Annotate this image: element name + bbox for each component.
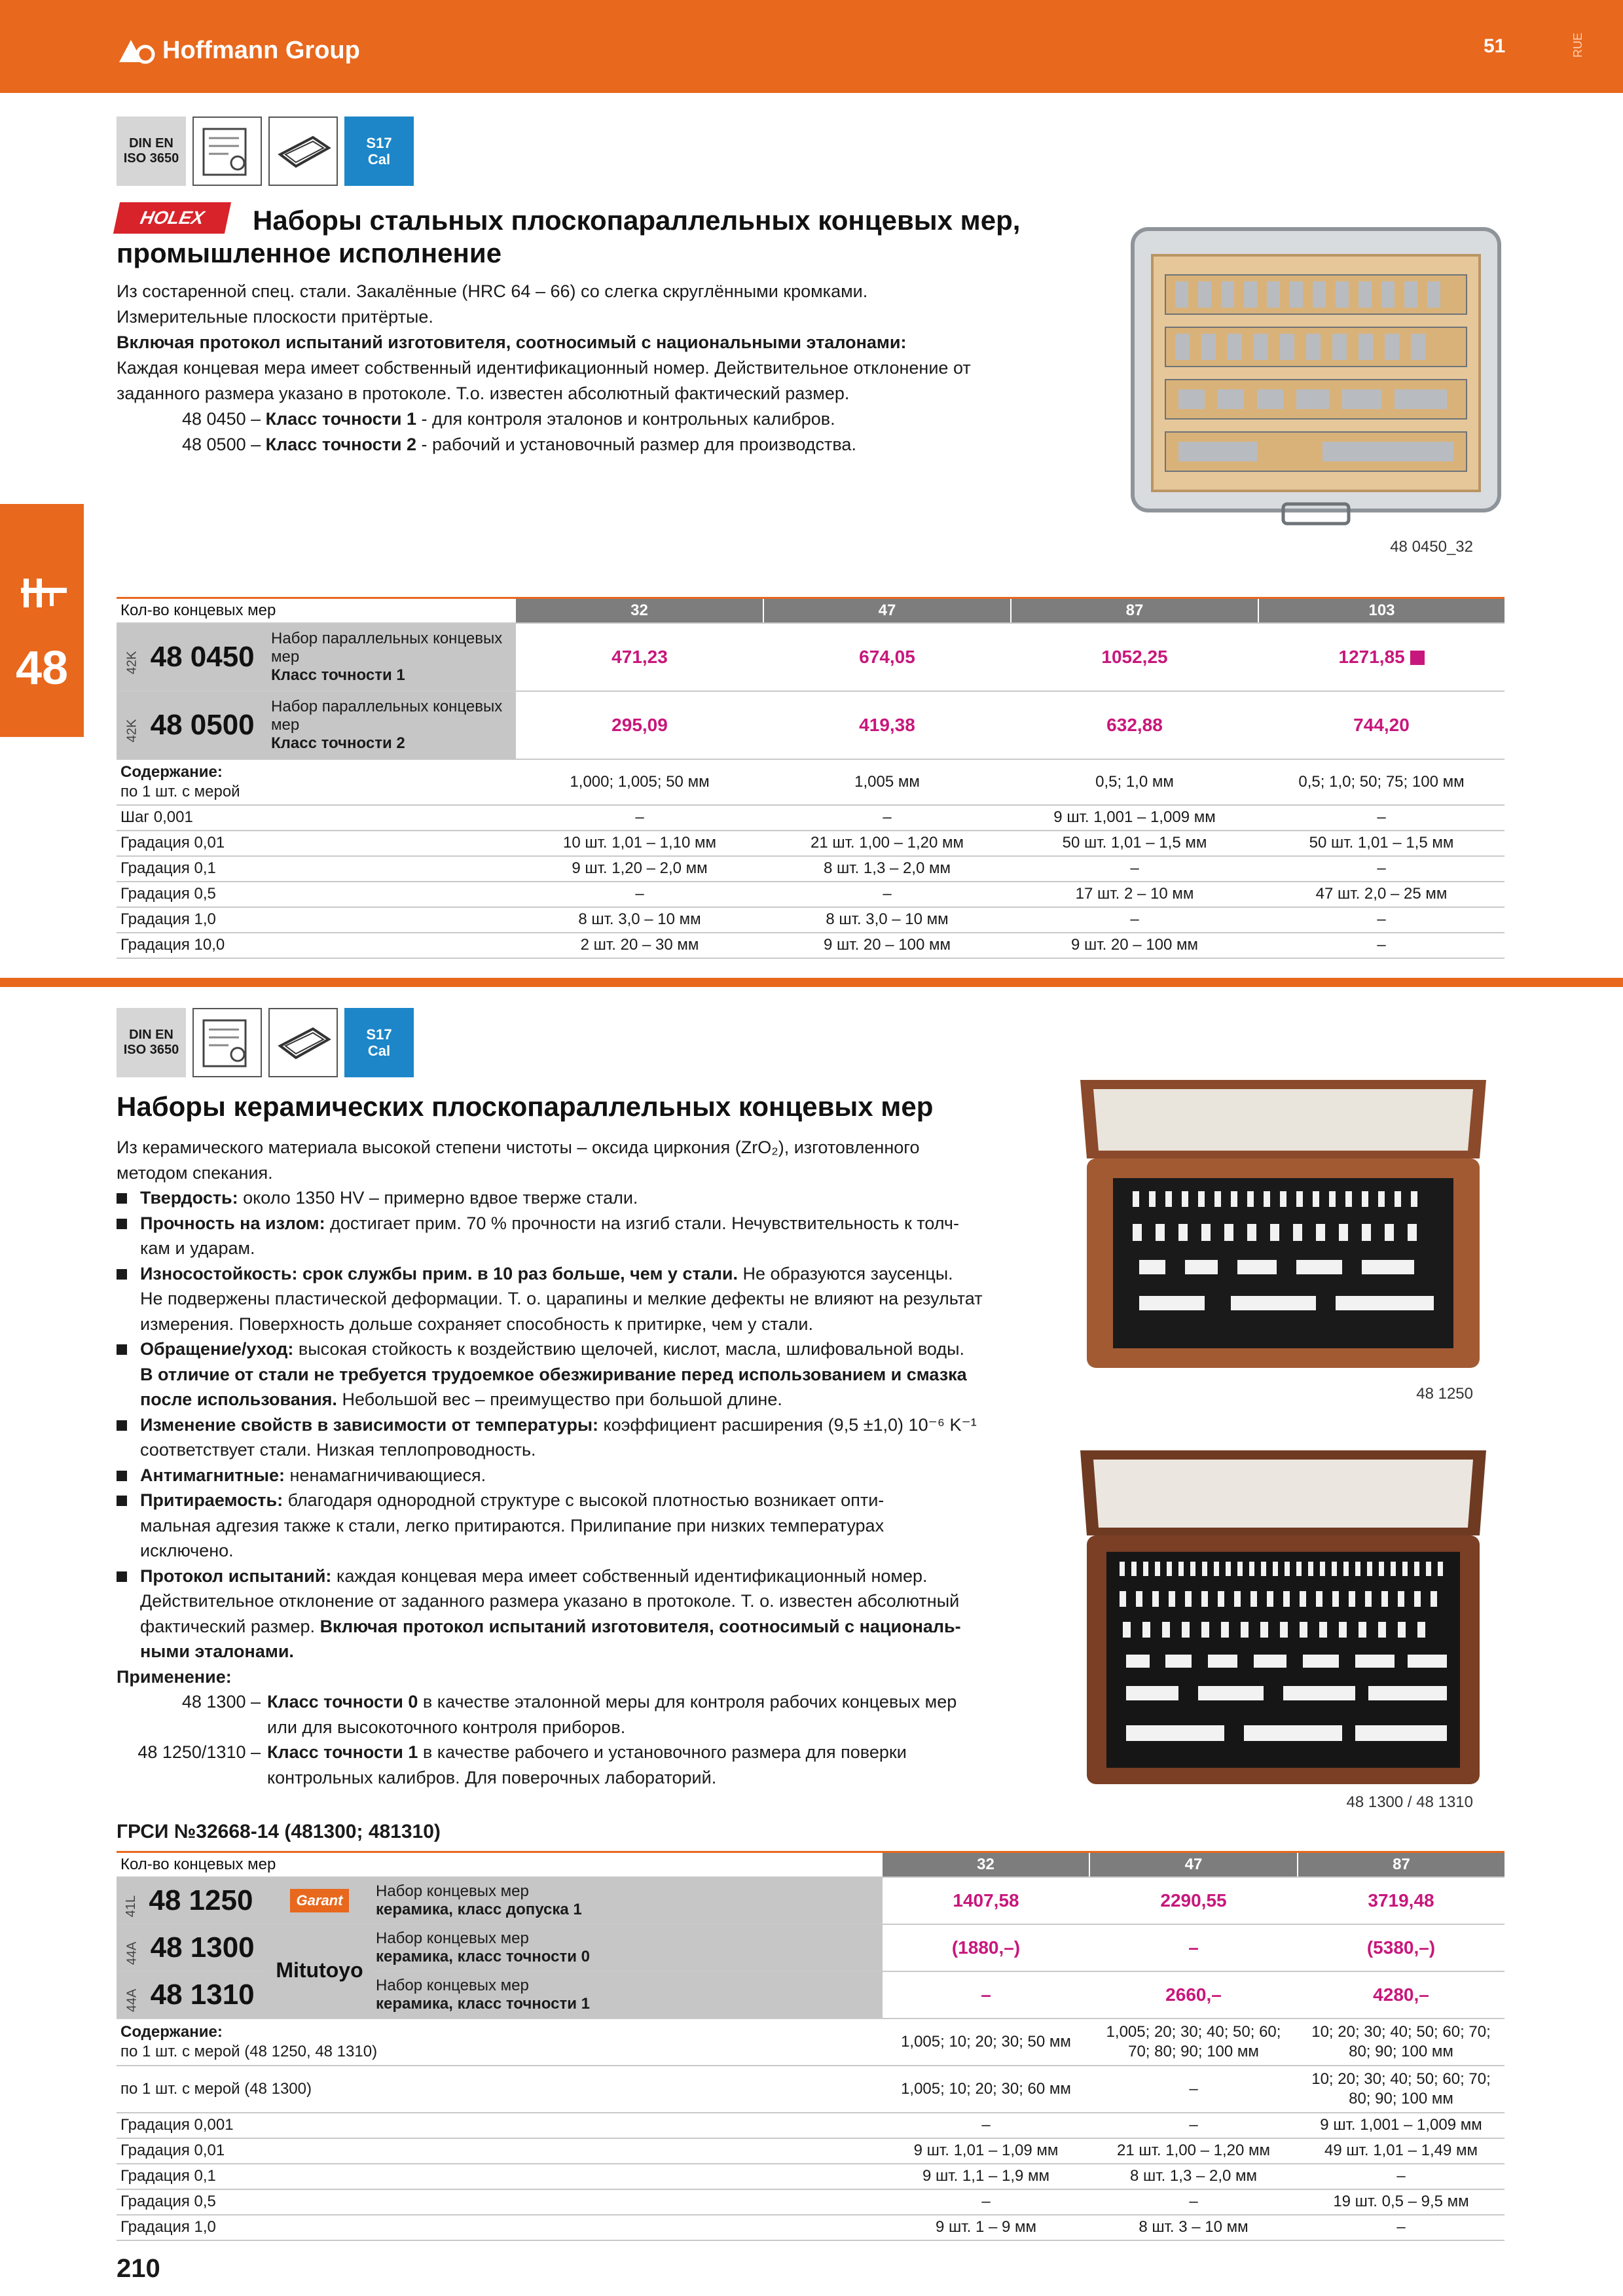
spec-value: – [1089, 2113, 1298, 2138]
bullet-item [117, 1185, 1046, 1211]
product-prefix: 44A [124, 1941, 139, 1965]
spec-value: 1,005; 10; 20; 30; 50 мм [883, 2018, 1089, 2066]
bullet-cont: соответствует стали. Низкая теплопроводность. [140, 1440, 536, 1460]
desc-line: Измерительные плоскости притёртые. [117, 307, 433, 327]
chapter-tab [0, 504, 84, 737]
bullet-bold: Антимагнитные: [140, 1465, 285, 1485]
ceramic-sets-table [117, 1851, 1504, 2241]
use-text: или для высокоточного контроля приборов. [267, 1717, 626, 1737]
certificate-icon [192, 1008, 262, 1077]
bullet-cont: кам и ударам. [140, 1238, 255, 1258]
bullet-text: благодаря однородной структуре с высокой плотностью возникает опти- [283, 1490, 884, 1510]
spec-row [117, 2113, 1504, 2138]
product-code-cell [117, 691, 267, 759]
desc-line-bold: Включая протокол испытаний изготовителя, соотносимый с национальными эталонами: [117, 332, 907, 352]
spec-label-text: по 1 шт. с мерой (48 1250, 48 1310) [120, 2042, 378, 2060]
spec-value: – [1011, 856, 1258, 882]
price-cell [1258, 623, 1504, 691]
spec-label: Градация 0,5 [117, 2189, 883, 2215]
spec-value: – [1089, 2189, 1298, 2215]
spec-label: Градация 1,0 [117, 907, 516, 933]
cal-line1: S17 [366, 1026, 392, 1043]
product-desc [372, 1971, 883, 2018]
spec-value: 8 шт. 3,0 – 10 мм [763, 907, 1011, 933]
bullet-bold: Протокол испытаний: [140, 1566, 332, 1586]
spec-value: 21 шт. 1,00 – 1,20 мм [1089, 2138, 1298, 2164]
spec-row [117, 831, 1504, 856]
spec-value: 50 шт. 1,01 – 1,5 мм [1011, 831, 1258, 856]
product-code[interactable]: 48 0450 [150, 640, 255, 673]
spec-value: – [1258, 933, 1504, 958]
use-class: Класс точности 1 [267, 1742, 418, 1762]
desc-text: Набор параллельных концевых [271, 629, 503, 647]
bullet-text: высокая стойкость к воздействию щелочей, кислот, масла, шлифовальной воды. [293, 1339, 964, 1359]
mitutoyo-logo: Mitutoyo [276, 1958, 363, 1982]
cal-line2: Cal [367, 1043, 391, 1059]
spec-label-text: Содержание: [120, 2022, 223, 2041]
spec-label: Градация 0,1 [117, 856, 516, 882]
din-iso-badge: DIN EN ISO 3650 [117, 117, 186, 186]
spec-row [117, 933, 1504, 958]
page-header [0, 0, 1623, 93]
bullet-icon [117, 1344, 127, 1355]
spec-value: – [1258, 805, 1504, 831]
product-code-cell [117, 1924, 267, 1971]
spec-row [117, 2215, 1504, 2240]
desc-text: мер [271, 715, 300, 734]
use-code: 48 1250/1310 – [137, 1742, 261, 1762]
spec-value: – [1258, 856, 1504, 882]
ceramic-set-48-1300-photo [1061, 1450, 1506, 1797]
spec-value: – [1298, 2215, 1504, 2240]
spec-value: 21 шт. 1,00 – 1,20 мм [763, 831, 1011, 856]
spec-value: – [1258, 907, 1504, 933]
spec-label: по 1 шт. с мерой (48 1300) [117, 2066, 883, 2113]
bullet-cont: Небольшой вес – преимущество при большой длине. [337, 1390, 782, 1409]
bullet-icon [117, 1219, 127, 1229]
product-row [117, 1924, 1504, 1971]
spec-label: Градация 1,0 [117, 2215, 883, 2240]
bullet-item [117, 1488, 1046, 1564]
bullet-text: каждая концевая мера имеет собственный идентификационный номер. [331, 1566, 928, 1586]
spec-label: Градация 0,001 [117, 2113, 883, 2138]
use-class: Класс точности 1 [265, 409, 416, 429]
bullet-bold: Износостойкость: срок службы прим. в 10 раз больше, чем у стали. [140, 1263, 738, 1283]
desc-line: методом спекания. [117, 1162, 273, 1183]
spec-value: 1,005; 10; 20; 30; 60 мм [883, 2066, 1089, 2113]
desc-class: керамика, класс точности 1 [376, 1994, 590, 2013]
spec-value: – [1011, 907, 1258, 933]
bullet-text: ненамагничивающиеся. [285, 1465, 486, 1485]
section2-description [117, 1135, 1046, 1790]
spec-value: 50 шт. 1,01 – 1,5 мм [1258, 831, 1504, 856]
bullet-cont: фактический размер. [140, 1616, 320, 1636]
product-code[interactable]: 48 1300 [150, 1931, 255, 1964]
spec-value: 10 шт. 1,01 – 1,10 мм [516, 831, 763, 856]
section2-title: Наборы керамических плоскопараллельных концевых мер [117, 1091, 934, 1122]
price: 3719,48 [1298, 1877, 1504, 1924]
bullet-text: Не образуются заусенцы. [737, 1263, 953, 1283]
section1-title-line2: промышленное исполнение [117, 238, 502, 268]
spec-value: – [516, 805, 763, 831]
bullet-item [117, 1336, 1046, 1412]
price: 1052,25 [1011, 623, 1258, 691]
spec-row [117, 907, 1504, 933]
desc-text: Набор параллельных концевых [271, 697, 503, 715]
bullet-bold: Обращение/уход: [140, 1339, 294, 1359]
spec-value: – [763, 805, 1011, 831]
bullet-text: достигает прим. 70 % прочности на изгиб стали. Нечувствительность к толч- [325, 1213, 959, 1233]
use-class: Класс точности 2 [265, 435, 416, 454]
product-row [117, 691, 1504, 759]
spec-row [117, 2138, 1504, 2164]
spec-value: – [763, 882, 1011, 907]
brand-logo [117, 34, 360, 67]
spec-row [117, 2066, 1504, 2113]
product-code[interactable]: 48 1310 [150, 1978, 255, 2011]
price: 419,38 [763, 691, 1011, 759]
section-separator [0, 978, 1623, 987]
price: 2290,55 [1089, 1877, 1298, 1924]
page-number-top: 51 [1484, 35, 1506, 57]
spec-label [117, 759, 516, 805]
desc-class: керамика, класс точности 0 [376, 1947, 590, 1965]
desc-text: Набор концевых мер [376, 1882, 529, 1900]
language-code: RUE [1571, 33, 1584, 58]
price: (1880,–) [883, 1924, 1089, 1971]
desc-class: Класс точности 2 [271, 734, 405, 752]
bullet-item [117, 1564, 1046, 1664]
header-label: Кол-во концевых мер [117, 598, 516, 623]
column-header: 32 [516, 598, 763, 623]
column-header: 103 [1258, 598, 1504, 623]
table-header-row [117, 598, 1504, 623]
desc-line: Из керамического материала высокой степени чистоты – оксида циркония (ZrO₂), изготовленного [117, 1138, 920, 1157]
caliper-icon [17, 575, 69, 614]
spec-row [117, 805, 1504, 831]
spec-row [117, 2189, 1504, 2215]
product-code[interactable]: 48 0500 [150, 708, 255, 741]
spec-value: 47 шт. 2,0 – 25 мм [1258, 882, 1504, 907]
application-line-2 [117, 1740, 1046, 1790]
spec-value: 17 шт. 2 – 10 мм [1011, 882, 1258, 907]
bullet-icon [117, 1193, 127, 1204]
bullet-text: около 1350 HV – примерно вдвое тверже стали. [238, 1188, 638, 1208]
bullet-cont-bold: после использования. [140, 1390, 337, 1409]
spec-label: Градация 0,01 [117, 2138, 883, 2164]
grsi-registration: ГРСИ №32668-14 (481300; 481310) [117, 1821, 441, 1842]
application-line-1 [117, 1689, 1046, 1740]
photo-caption-2: 48 1250 [1416, 1385, 1473, 1403]
bullet-item [117, 1211, 1046, 1261]
bullet-icon [117, 1496, 127, 1506]
use-text: в качестве эталонной меры для контроля рабочих концевых мер [418, 1692, 957, 1712]
product-prefix: 42K [124, 651, 139, 674]
cal-line2: Cal [367, 151, 391, 168]
spec-value: 2 шт. 20 – 30 мм [516, 933, 763, 958]
bullet-text: коэффициент расширения (9,5 ±1,0) 10⁻⁶ K⁻¹ [598, 1414, 977, 1435]
price: – [1089, 1924, 1298, 1971]
spec-value: 10; 20; 30; 40; 50; 60; 70; 80; 90; 100 мм [1298, 2018, 1504, 2066]
spec-value: 0,5; 1,0 мм [1011, 759, 1258, 805]
bullet-cont: Не подвержены пластической деформации. Т. о. царапины и мелкие дефекты не влияют на результат [140, 1289, 983, 1308]
new-marker-icon [1410, 651, 1425, 665]
spec-value: 9 шт. 1,1 – 1,9 мм [883, 2164, 1089, 2189]
spec-value: 8 шт. 3,0 – 10 мм [516, 907, 763, 933]
bullet-item [117, 1412, 1046, 1463]
photo-caption-3: 48 1300 / 48 1310 [1346, 1793, 1473, 1811]
spec-value: 1,000; 1,005; 50 мм [516, 759, 763, 805]
gauge-block-case-icon [268, 1008, 338, 1077]
price: 1407,58 [883, 1877, 1089, 1924]
spec-value: 9 шт. 20 – 100 мм [763, 933, 1011, 958]
photo-caption-1: 48 0450_32 [1390, 538, 1473, 556]
s17-cal-badge [344, 1008, 414, 1077]
header-label: Кол-во концевых мер [117, 1852, 883, 1877]
cert-icons-2 [117, 1008, 414, 1077]
garant-logo: Garant [290, 1889, 350, 1912]
bullet-item [117, 1463, 1046, 1488]
bullet-icon [117, 1269, 127, 1280]
price: 744,20 [1258, 691, 1504, 759]
steel-gauge-set-photo [1113, 209, 1519, 537]
use-line-2 [117, 432, 1059, 457]
bullet-cont-bold: В отличие от стали не требуется трудоемкое обезжиривание перед использованием и смазка [140, 1364, 967, 1384]
spec-value: 10; 20; 30; 40; 50; 60; 70; 80; 90; 100 мм [1298, 2066, 1504, 2113]
spec-value: 8 шт. 1,3 – 2,0 мм [1089, 2164, 1298, 2189]
din-iso-badge: DIN EN ISO 3650 [117, 1008, 186, 1077]
product-row [117, 1877, 1504, 1924]
spec-value: 19 шт. 0,5 – 9,5 мм [1298, 2189, 1504, 2215]
spec-row [117, 2018, 1504, 2066]
product-prefix: 41L [124, 1895, 139, 1917]
page-number-bottom: 210 [117, 2254, 160, 2283]
spec-value: – [883, 2113, 1089, 2138]
use-code: 48 0500 – [182, 435, 261, 454]
product-desc [372, 1924, 883, 1971]
spec-label-text: Содержание: [120, 762, 223, 781]
column-header: 32 [883, 1852, 1089, 1877]
use-line-1 [117, 406, 1059, 432]
spec-value: 0,5; 1,0; 50; 75; 100 мм [1258, 759, 1504, 805]
garant-logo-cell [267, 1877, 372, 1924]
bullet-cont: Действительное отклонение от заданного размера указано в протоколе. Т. о. известен абсолютный [140, 1591, 960, 1611]
spec-label [117, 2018, 883, 2066]
bullet-icon [117, 1420, 127, 1431]
cert-icons-1 [117, 117, 414, 186]
product-desc [267, 691, 516, 759]
desc-class: керамика, класс допуска 1 [376, 1900, 582, 1918]
s17-cal-badge [344, 117, 414, 186]
use-text: - для контроля эталонов и контрольных калибров. [416, 409, 835, 429]
spec-row [117, 759, 1504, 805]
bullet-item [117, 1261, 1046, 1337]
gauge-block-case-icon [268, 117, 338, 186]
price: 1271,85 [1338, 646, 1405, 667]
spec-label: Градация 0,01 [117, 831, 516, 856]
bullet-icon [117, 1571, 127, 1582]
price: 295,09 [516, 691, 763, 759]
desc-line: Каждая концевая мера имеет собственный идентификационный номер. Действительное отклонение от [117, 358, 971, 378]
spec-row [117, 856, 1504, 882]
column-header: 47 [763, 598, 1011, 623]
spec-value: 9 шт. 1 – 9 мм [883, 2215, 1089, 2240]
spec-label: Градация 0,1 [117, 2164, 883, 2189]
spec-value: 9 шт. 1,20 – 2,0 мм [516, 856, 763, 882]
section1-title-line1: Наборы стальных плоскопараллельных концевых мер, [253, 205, 1021, 236]
price: 471,23 [516, 623, 763, 691]
hoffmann-logo-icon [117, 36, 156, 65]
certificate-icon [192, 117, 262, 186]
spec-value: 8 шт. 3 – 10 мм [1089, 2215, 1298, 2240]
use-code: 48 0450 – [182, 409, 261, 429]
product-prefix: 44A [124, 1988, 139, 2012]
brand-name: Hoffmann Group [162, 36, 360, 64]
bullet-icon [117, 1471, 127, 1481]
bullet-bold: Притираемость: [140, 1490, 283, 1510]
spec-label: Шаг 0,001 [117, 805, 516, 831]
use-text: в качестве рабочего и установочного размера для поверки [418, 1742, 907, 1762]
spec-value: 9 шт. 1,01 – 1,09 мм [883, 2138, 1089, 2164]
column-header: 87 [1011, 598, 1258, 623]
spec-label: Градация 10,0 [117, 933, 516, 958]
spec-label-text: по 1 шт. с мерой [120, 782, 240, 800]
spec-value: 9 шт. 20 – 100 мм [1011, 933, 1258, 958]
bullet-bold: Прочность на излом: [140, 1213, 325, 1233]
product-code-cell [117, 1971, 267, 2018]
price: 4280,– [1298, 1971, 1504, 2018]
product-desc [267, 623, 516, 691]
bullet-bold: Твердость: [140, 1188, 238, 1208]
spec-value: 49 шт. 1,01 – 1,49 мм [1298, 2138, 1504, 2164]
section1-description [117, 279, 1059, 457]
spec-value: 1,005; 20; 30; 40; 50; 60; 70; 80; 90; 100 мм [1089, 2018, 1298, 2066]
spec-value: – [883, 2189, 1089, 2215]
spec-row [117, 2164, 1504, 2189]
holex-logo: HOLEX [113, 202, 231, 234]
use-class: Класс точности 0 [267, 1692, 418, 1712]
product-code-cell [117, 1877, 267, 1924]
price: – [883, 1971, 1089, 2018]
spec-row [117, 882, 1504, 907]
spec-value: 8 шт. 1,3 – 2,0 мм [763, 856, 1011, 882]
bullet-cont-bold: ными эталонами. [140, 1641, 294, 1661]
chapter-number: 48 [15, 642, 69, 694]
product-code-cell [117, 623, 267, 691]
bullet-bold: Изменение свойств в зависимости от температуры: [140, 1414, 598, 1435]
product-desc [372, 1877, 883, 1924]
desc-class: Класс точности 1 [271, 666, 405, 684]
product-row [117, 623, 1504, 691]
use-code: 48 1300 – [181, 1692, 261, 1712]
column-header: 47 [1089, 1852, 1298, 1877]
spec-value: – [516, 882, 763, 907]
steel-sets-table [117, 597, 1504, 959]
bullet-cont: измерения. Поверхность дольше сохраняет способность к притирке, чем у стали. [140, 1314, 813, 1334]
spec-value: 9 шт. 1,001 – 1,009 мм [1298, 2113, 1504, 2138]
spec-value: – [1089, 2066, 1298, 2113]
use-text: контрольных калибров. Для поверочных лабораторий. [267, 1767, 717, 1787]
desc-line: Из состаренной спец. стали. Закалённые (HRC 64 – 66) со слегка скруглёнными кромками. [117, 281, 868, 301]
price: 632,88 [1011, 691, 1258, 759]
price: 674,05 [763, 623, 1011, 691]
product-prefix: 42K [124, 719, 139, 742]
table-header-row [117, 1852, 1504, 1877]
desc-line: заданного размера указано в протоколе. Т.о. известен абсолютный фактический размер. [117, 384, 850, 403]
spec-value: 9 шт. 1,001 – 1,009 мм [1011, 805, 1258, 831]
desc-text: Набор концевых мер [376, 1976, 529, 1994]
mitutoyo-logo-cell [267, 1924, 372, 2018]
desc-text: мер [271, 647, 300, 666]
bullet-cont: исключено. [140, 1541, 234, 1560]
cal-line1: S17 [366, 134, 392, 151]
price: 2660,– [1089, 1971, 1298, 2018]
price: (5380,–) [1298, 1924, 1504, 1971]
product-code[interactable]: 48 1250 [149, 1884, 253, 1916]
desc-text: Набор концевых мер [376, 1929, 529, 1947]
column-header: 87 [1298, 1852, 1504, 1877]
spec-label: Градация 0,5 [117, 882, 516, 907]
spec-value: 1,005 мм [763, 759, 1011, 805]
bullet-cont: мальная адгезия также к стали, легко притираются. Прилипание при низких температурах [140, 1515, 884, 1535]
ceramic-set-48-1250-photo [1061, 1080, 1506, 1381]
use-text: - рабочий и установочный размер для производства. [416, 435, 856, 454]
application-label: Применение: [117, 1666, 232, 1687]
bullet-cont-bold: Включая протокол испытаний изготовителя, соотносимый с националь- [319, 1616, 961, 1636]
spec-value: – [1298, 2164, 1504, 2189]
